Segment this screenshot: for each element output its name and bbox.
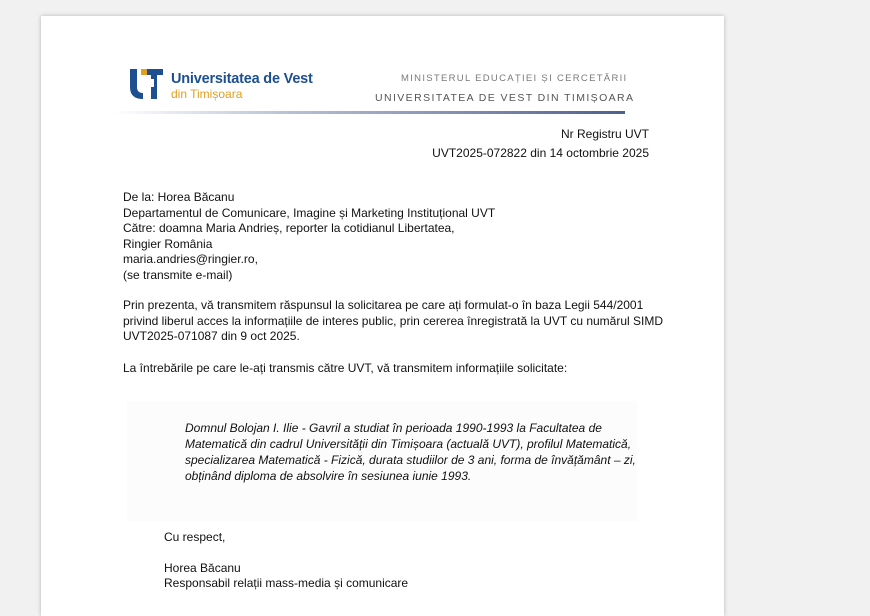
address-line: Departamentul de Comunicare, Imagine și Marketing Instituțional UVT — [123, 205, 496, 220]
address-line: De la: Horea Băcanu — [123, 190, 235, 204]
uvt-logo-icon — [127, 65, 169, 103]
address-line: Ringier România — [123, 236, 213, 251]
answer-line: Domnul Bolojan I. Ilie - Gavril a studiat în perioada 1990-1993 la Facultatea de — [185, 421, 602, 435]
header-rule — [113, 111, 625, 114]
intro-line: UVT2025-071087 din 9 oct 2025. — [123, 329, 300, 343]
address-line: Către: doamna Maria Andrieș, reporter la cotidianul Libertatea, — [123, 221, 455, 235]
answer-line: Matematică din cadrul Universității din Timișoara (actuală UVT), profilul Matematică, — [185, 437, 632, 451]
university-heading: UNIVERSITATEA DE VEST DIN TIMIȘOARA — [375, 92, 635, 104]
logo-name: Universitatea de Vest — [171, 71, 313, 87]
registry-label: Nr Registru UVT — [560, 127, 649, 141]
intro-line: Prin prezenta, vă transmitem răspunsul la solicitarea pe care ați formulat-o în baza Legii 544/2001 — [123, 298, 644, 312]
answer-line: obținând diploma de absolvire în sesiunea iunie 1993. — [185, 469, 472, 483]
signature-role: Responsabil relații mass-media și comunicare — [164, 576, 409, 590]
ministry-heading: MINISTERUL EDUCAȚIEI ȘI CERCETĂRII — [401, 73, 628, 84]
registry-number: UVT2025-072822 din 14 octombrie 2025 — [432, 146, 649, 160]
university-logo — [127, 65, 313, 105]
answer-line: specializarea Matematică - Fizică, durata studiilor de 3 ani, forma de învățământ – zi, — [185, 453, 636, 467]
intro-line: privind liberul acces la informațiile de interes public, prin cererea înregistrată la UVT cu numărul SIMD — [123, 313, 664, 328]
address-line: (se transmite e-mail) — [123, 267, 233, 282]
closing: Cu respect, — [164, 530, 226, 544]
document-page — [41, 16, 724, 616]
logo-city: din Timișoara — [171, 87, 243, 101]
questions-line: La întrebările pe care le-ați transmis către UVT, vă transmitem informațiile solicitate: — [123, 361, 568, 375]
signature-name: Horea Băcanu — [164, 561, 241, 575]
address-line: maria.andries@ringier.ro, — [123, 252, 258, 266]
